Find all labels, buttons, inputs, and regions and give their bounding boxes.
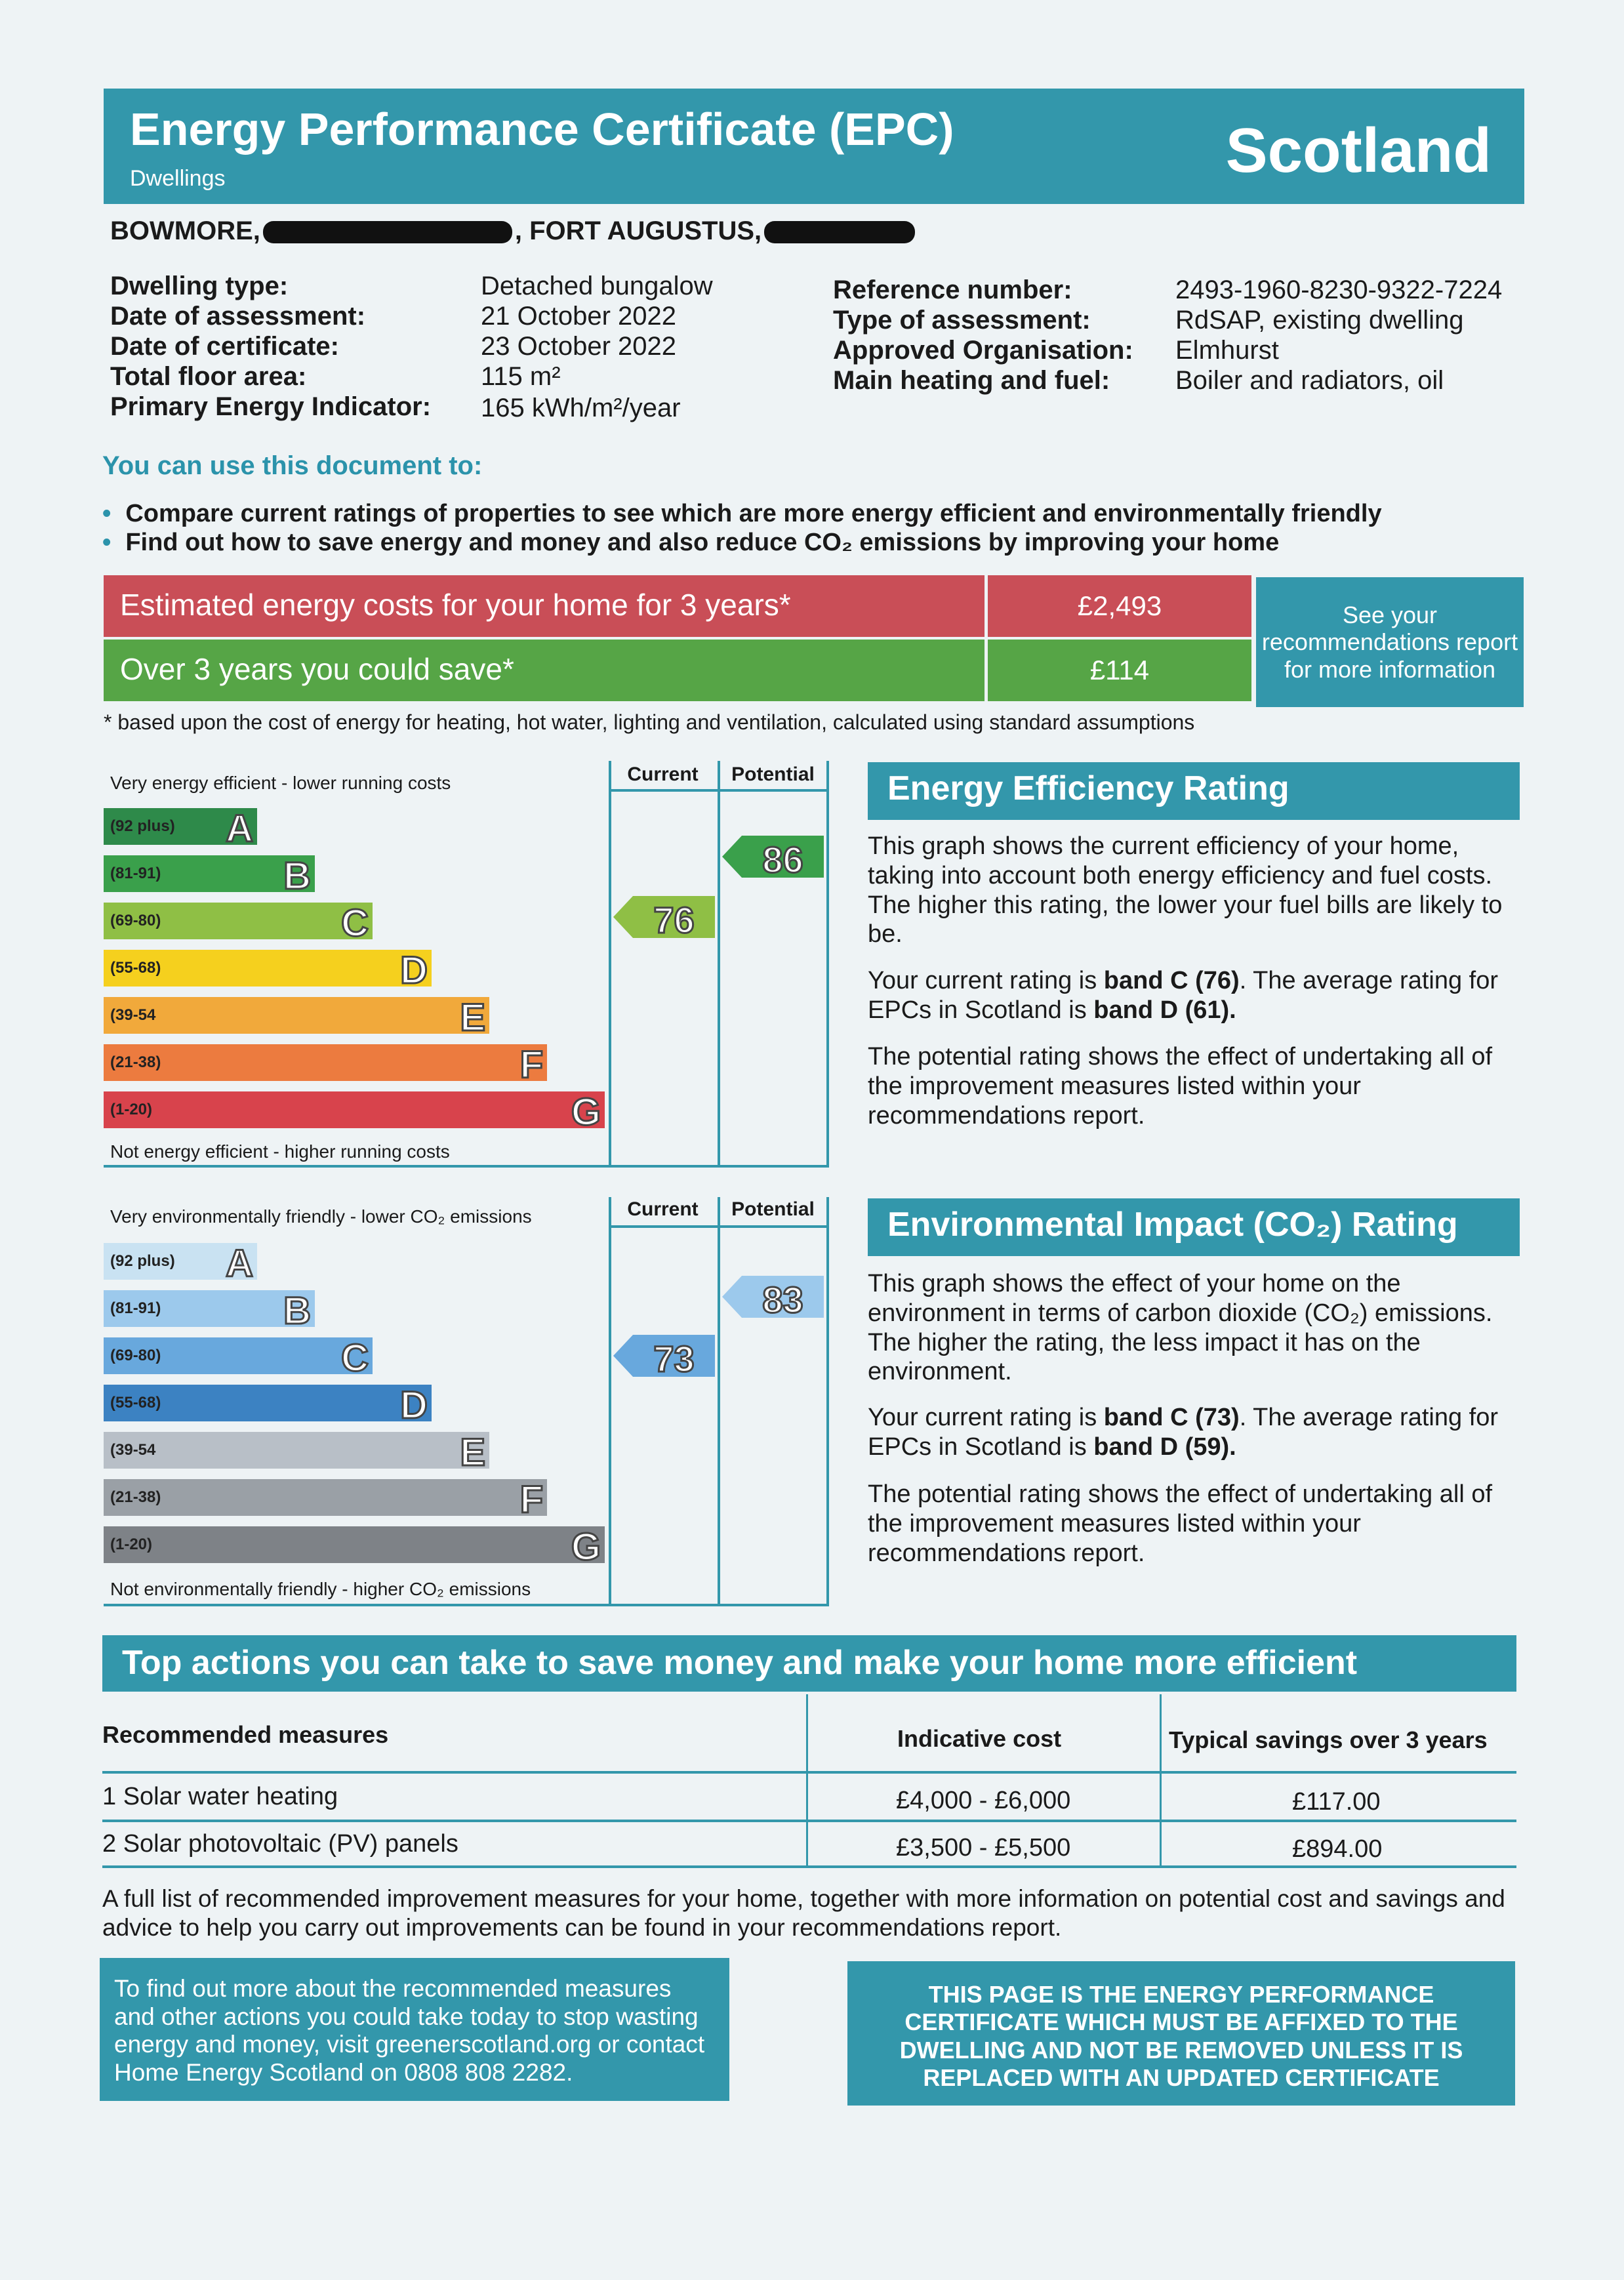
bullet-text: Find out how to save energy and money and also reduce CO₂ emissions by improving your home [125,529,1280,556]
band-letter: B [283,1290,311,1332]
band-letter: F [519,1044,543,1086]
find-out-more-text: To find out more about the recommended measures and other actions you could take today to stop wasting energy and money, visit greenerscotland.org or contact Home Energy Scotland on 0808 808 2282. [114,1975,705,2086]
average-band: band D (61). [1093,996,1236,1024]
top-actions-heading [102,1635,1516,1692]
rating-band-e [104,996,489,1039]
epc-header [104,89,1524,204]
bullet-dot: • [102,529,112,556]
bullet-text: Compare current ratings of properties to see which are more energy efficient and environmentally friendly [125,500,1382,527]
chart-baseline [104,1165,829,1168]
table-line [102,1865,1516,1868]
col-header-measures: Recommended measures [102,1721,389,1748]
detail-value: RdSAP, existing dwelling [1175,306,1464,335]
eer-paragraph-2 [868,966,1524,1025]
average-band: band D (59). [1093,1433,1236,1461]
band-range: (21-38) [110,1053,161,1071]
redaction-mark [263,221,512,243]
band-range: (81-91) [110,1299,161,1317]
band-letter: E [460,996,485,1039]
band-range: (21-38) [110,1488,161,1506]
potential-column-header: Potential [731,1198,815,1220]
detail-label: Approved Organisation: [833,336,1133,365]
table-cell-cost: £4,000 - £6,000 [896,1787,1071,1814]
band-letter: C [341,1337,369,1379]
chart-divider [826,761,829,1168]
band-letter: B [283,855,311,897]
table-divider [1160,1694,1162,1866]
potential-rating-arrow [722,1276,824,1318]
band-range: (69-80) [110,1347,161,1364]
detail-label: Dwelling type: [110,272,289,300]
chart-divider [609,1197,611,1606]
country-label: Scotland [1225,115,1492,186]
chart-top-label: Very environmentally friendly - lower CO₂ emissions [110,1206,532,1227]
detail-row [110,392,431,422]
band-letter: D [400,1384,428,1427]
address-town: BOWMORE, [110,216,260,245]
band-letter: E [460,1431,485,1474]
eer-paragraph-3: The potential rating shows the effect of undertaking all of the improvement measures listed within your recommendations report. [868,1043,1493,1130]
eer-heading-text: Energy Efficiency Rating [887,769,1289,807]
detail-label: Primary Energy Indicator: [110,392,432,421]
savings-value: £114 [985,640,1251,701]
detail-row [833,366,1110,396]
table-line [102,1820,1516,1822]
chart-baseline [104,1604,829,1606]
detail-value: Detached bungalow [481,272,713,300]
eer-paragraph-1: This graph shows the current efficiency of your home, taking into account both energy efficiency and fuel costs. The higher this rating, the lower your fuel bills are likely to be. [868,832,1503,948]
rating-band-b [104,855,315,897]
band-letter: A [226,807,253,850]
chart-divider [609,761,611,1168]
band-range: (92 plus) [110,1252,175,1270]
band-letter: A [226,1242,253,1285]
detail-row [110,332,339,361]
detail-row [110,362,306,392]
detail-value: 23 October 2022 [481,332,676,361]
text: Your current rating is [868,1404,1104,1431]
detail-label: Main heating and fuel: [833,366,1110,395]
estimated-costs-row [104,575,1251,637]
rating-band-b [104,1290,315,1332]
use-bullet [102,500,1382,528]
rating-band-a [104,1242,257,1285]
detail-value: 21 October 2022 [481,302,676,331]
band-range: (55-68) [110,959,161,977]
table-cell-saving: £894.00 [1292,1835,1383,1863]
detail-label: Date of certificate: [110,332,339,361]
detail-label: Date of assessment: [110,302,366,331]
band-letter: C [341,902,369,945]
band-letter: G [571,1091,601,1133]
current-band: band C (73) [1103,1404,1240,1431]
bullet-dot: • [102,500,112,527]
affix-notice-text: THIS PAGE IS THE ENERGY PERFORMANCE CERTIFICATE WHICH MUST BE AFFIXED TO THE DWELLING AND NOT BE REMOVED UNLESS IT IS REPLACED WITH AN UPDATED CERTIFICATE [899,1981,1463,2092]
eir-heading-text: Environmental Impact (CO₂) Rating [887,1206,1458,1244]
chart-bottom-label: Not environmentally friendly - higher CO₂ emissions [110,1579,531,1599]
estimated-costs-value: £2,493 [985,575,1251,637]
affix-notice-box [847,1961,1515,2106]
table-cell-measure: 2 Solar photovoltaic (PV) panels [102,1830,458,1858]
eer-heading [868,762,1520,820]
potential-rating-value: 86 [762,839,803,880]
detail-row [833,306,1091,335]
table-cell-measure: 1 Solar water heating [102,1783,338,1810]
savings-row [104,640,1251,701]
rating-band-g [104,1526,605,1568]
see-recommendations-box: See your recommendations report for more information [1256,577,1524,707]
rating-band-g [104,1091,605,1133]
band-range: (39-54 [110,1006,156,1024]
detail-row [110,302,365,331]
rating-band-e [104,1431,489,1474]
table-divider [806,1694,808,1866]
detail-label: Type of assessment: [833,306,1091,335]
property-address [110,216,918,246]
text: . The average rating for EPCs in Scotland is [868,1404,1498,1461]
environmental-impact-chart [104,1197,829,1606]
col-header-savings: Typical savings over 3 years [1169,1726,1488,1753]
current-column-header: Current [627,1198,699,1220]
redaction-mark [764,221,915,243]
chart-top-label: Very energy efficient - lower running costs [110,773,451,793]
potential-column-header: Potential [731,763,815,785]
use-document-title: You can use this document to: [102,451,483,480]
full-list-note: A full list of recommended improvement measures for your home, together with more information on potential cost and savings and advice to help you carry out improvements can be found in your recommendations report. [102,1885,1505,1941]
estimated-costs-label: Estimated energy costs for your home for 3 years* [120,588,791,622]
page-subtitle: Dwellings [130,166,226,191]
potential-rating-arrow [722,836,824,878]
savings-label: Over 3 years you could save* [120,652,514,686]
band-range: (81-91) [110,865,161,882]
detail-label: Total floor area: [110,362,307,391]
top-actions-heading-text: Top actions you can take to save money and make your home more efficient [122,1644,1358,1682]
current-rating-arrow [613,896,715,941]
potential-rating-value: 83 [762,1279,803,1320]
eir-paragraph-2 [868,1403,1524,1462]
current-rating-value: 73 [653,1338,695,1379]
detail-row [833,275,1072,305]
detail-label: Reference number: [833,275,1072,304]
chart-bottom-label: Not energy efficient - higher running costs [110,1141,450,1162]
band-range: (1-20) [110,1101,153,1118]
current-rating-arrow [613,1335,715,1377]
chart-divider [718,761,720,1168]
cost-footnote: * based upon the cost of energy for heating, hot water, lighting and ventilation, calculated using standard assumptions [104,710,1195,734]
table-cell-cost: £3,500 - £5,500 [896,1834,1071,1862]
eir-paragraph-3: The potential rating shows the effect of undertaking all of the improvement measures listed within your recommendations report. [868,1480,1493,1567]
detail-value: Elmhurst [1175,336,1279,365]
detail-row [110,272,288,301]
band-range: (69-80) [110,912,161,929]
table-line [102,1771,1516,1774]
current-column-header: Current [627,763,699,785]
band-range: (92 plus) [110,817,175,835]
current-band: band C (76) [1103,967,1240,994]
detail-value: 2493-1960-8230-9322-7224 [1175,275,1503,304]
band-range: (1-20) [110,1536,153,1553]
current-rating-value: 76 [653,899,695,941]
col-header-cost: Indicative cost [897,1725,1062,1752]
table-cell-saving: £117.00 [1292,1788,1381,1816]
text: . The average rating for EPCs in Scotland is [868,967,1498,1024]
detail-value: 165 kWh/m²/year [481,394,681,422]
chart-divider [718,1197,720,1606]
find-out-more-box [100,1958,729,2101]
eir-paragraph-1: This graph shows the effect of your home on the environment in terms of carbon dioxide (CO₂) emissions. The higher the rating, the less impact it has on the environment. [868,1270,1493,1386]
rating-band-c [104,1337,373,1379]
detail-value: 115 m² [481,362,561,391]
rating-band-f [104,1044,547,1086]
use-bullet [102,529,1279,557]
page-title: Energy Performance Certificate (EPC) [130,104,954,155]
band-letter: G [571,1526,601,1568]
eir-heading [868,1198,1520,1256]
text: Your current rating is [868,967,1104,994]
band-range: (55-68) [110,1394,161,1412]
detail-value: Boiler and radiators, oil [1175,366,1444,395]
band-range: (39-54 [110,1441,156,1459]
energy-efficiency-chart [104,761,829,1168]
band-letter: D [400,949,428,992]
rating-band-a [104,807,257,850]
rating-band-f [104,1478,547,1521]
rating-band-d [104,1384,432,1427]
rating-band-d [104,949,432,992]
chart-divider [826,1197,829,1606]
band-letter: F [519,1478,543,1521]
address-locality: , FORT AUGUSTUS, [514,216,762,245]
rating-band-c [104,902,373,945]
detail-row [833,336,1133,365]
